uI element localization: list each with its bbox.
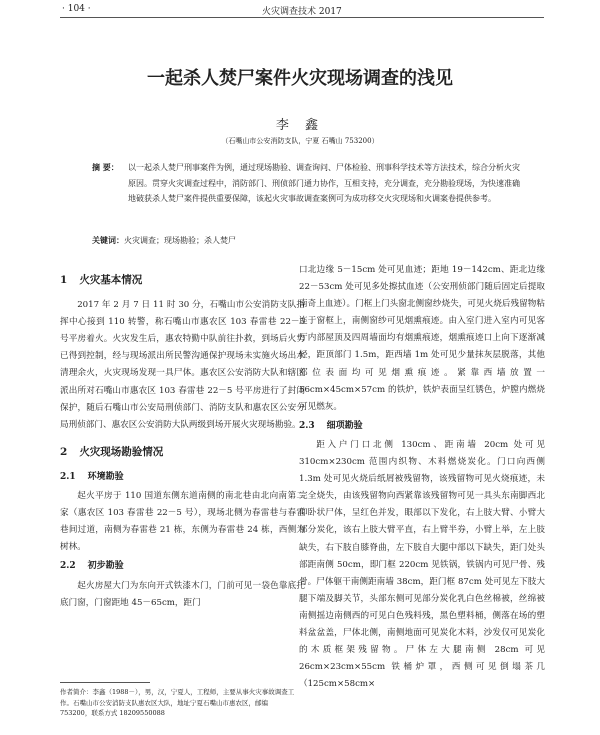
abstract-label: 摘 要： bbox=[92, 162, 119, 172]
section-2-heading: 2 火灾现场勘验情况 bbox=[60, 445, 164, 458]
article-title: 一起杀人焚尸案件火灾现场调查的浅见 bbox=[147, 68, 453, 89]
journal-name: 火灾调查技术 2017 bbox=[262, 7, 342, 17]
section-2-2-continued: 口北边缘 5－15cm 处可见血迹；距地 19－142cm、距北边缘 22－53cm 处可见多处擦拭血迹（公安刑侦部门随后固定后提取南奇上血迹）。门框上门头窗北侧窗纱烧失，可见火烧后残留物粘连于窗框上，南侧窗纱可见烟熏痕迹。由入室门进入室内可见客厅内部屋顶及四周墙面均有烟熏痕迹，烟熏痕迹口上向下逐渐减轻，距顶部门 1.5m，距西墙 1m 处可见少量抹灰层脱落，其他部位表面均可见烟熏痕迹。紧靠西墙放置一 56cm×45cm×57cm 的铁炉，铁炉表面呈红锈色，炉膛内燃烧可见燃灰。 bbox=[299, 265, 545, 412]
abstract bbox=[92, 160, 522, 207]
keywords-label: 关键词： bbox=[92, 235, 124, 245]
abstract-text: 以一起杀人焚尸刑事案件为例，通过现场勘验、调查询问、尸体检验、刑事科学技术等方法技术，综合分析火灾原因。贯穿火灾调查过程中，消防部门、刑侦部门通力协作，互相支持，充分调查，充分勘验现场，为快速准确地破获杀人焚尸案件提供重要保障，该起火灾事故调查案例可为成功移交火灾现场和火调案卷提供参考。 bbox=[128, 163, 520, 203]
section-2-1-heading: 2.1 环境勘验 bbox=[60, 471, 124, 482]
author-name: 李 鑫 bbox=[275, 118, 325, 133]
section-1-heading: 1 火灾基本情况 bbox=[60, 274, 143, 286]
section-2-3-heading: 2.3 细项勘验 bbox=[299, 420, 363, 431]
author-footnote: 作者简介：李鑫（1988－），男，汉，宁夏人，工程师，主要从事火灾事故调查工作。石嘴山市公安消防支队惠农区大队，地址宁夏石嘴山市惠农区，邮编 753200，联系方式 18209550088 bbox=[60, 688, 295, 717]
keywords-text: 火灾调查；现场勘验；杀人焚尸 bbox=[124, 236, 236, 245]
keywords bbox=[92, 235, 522, 246]
right-column bbox=[299, 262, 545, 693]
running-header bbox=[0, 4, 600, 18]
section-1-paragraph: 2017 年 2 月 7 日 11 时 30 分，石嘴山市公安消防支队指挥中心接到 110 转警，称石嘴山市惠农区 103 春雷巷 22－5 号平房着火。火灾发生后，惠农特勤中队前往扑救，到场后火势已得到控制，经与现场派出所民警沟通保护现场未实施火场出水清理余火，火灾现场发现一具尸体。惠农区公安消防大队和辖区派出所对石嘴山市惠农区 103 春雷巷 22－5 号平房进行了封闭保护，随后石嘴山市公安局刑侦部门、消防支队和惠农区公安分局刑侦部门、惠农区公安消防大队两级到场开展火灾现场勘验。 bbox=[60, 300, 305, 430]
left-column bbox=[60, 262, 305, 612]
section-2-3-paragraph: 距入户门口北侧 130cm、距南墙 20cm 处可见 310cm×230cm 范围内织物、木料燃烧炭化。门口向西侧 1.3m 处可见火烧后纸屑被残留物，该残留物可见火烧痕迹，未完全烧失，由该残留物向西紧靠该残留物可见一具头东南脚西北仰卧状尸体，呈红色并发，眼部以下发化，右上肢大臂、小臂大部分炭化，该右上肢大臂平直，右上臂半券，小臂上举，左上肢缺失，右下肢自膝脊曲，左下肢自大腿中部以下缺失，距门处头部距南侧 50cm，即门框 220cm 见铁锅，铁锅内可见尸骨、残骨。尸体躯干南侧距南墙 38cm，距门框 87cm 处可见左下肢大腿下端及脚关节，头部东侧可见部分炭化乳白色丝棉被，丝绵被南侧摇边南侧西的可见白色残料残，黑色塑料桶，侧落在场的塑料盆盆盖，尸体北侧，南侧地面可见炭化木料，沙发仅可见炭化的木质框架残留物。尸体左大腿南侧 28cm 可见 26cm×23cm×55cm 铁桶炉罩，西侧可见倒塌茶几（125cm×58cm× bbox=[299, 439, 545, 690]
footnote-rule bbox=[60, 682, 150, 683]
section-2-2-heading: 2.2 初步勘验 bbox=[60, 561, 124, 572]
page-number: · 104 · bbox=[62, 4, 91, 14]
header-rule bbox=[60, 17, 544, 18]
section-2-2-paragraph: 起火房屋大门为东向开式铁漆木门，门前可见一袋色靠底托底门窗，门窗距地 45－65cm，距门 bbox=[60, 580, 305, 608]
section-2-1-paragraph: 起火平房于 110 国道东侧东道南侧的南北巷由北向南第二家（惠农区 103 春雷巷 22－5 号），现场北侧为春雷巷与春雷巷间过道，南侧为春雷巷 21 栋，东侧为春雷巷 24 栋，西侧为树林。 bbox=[60, 491, 305, 553]
author-affiliation: （石嘴山市公安消防支队，宁夏 石嘴山 753200） bbox=[221, 137, 379, 145]
